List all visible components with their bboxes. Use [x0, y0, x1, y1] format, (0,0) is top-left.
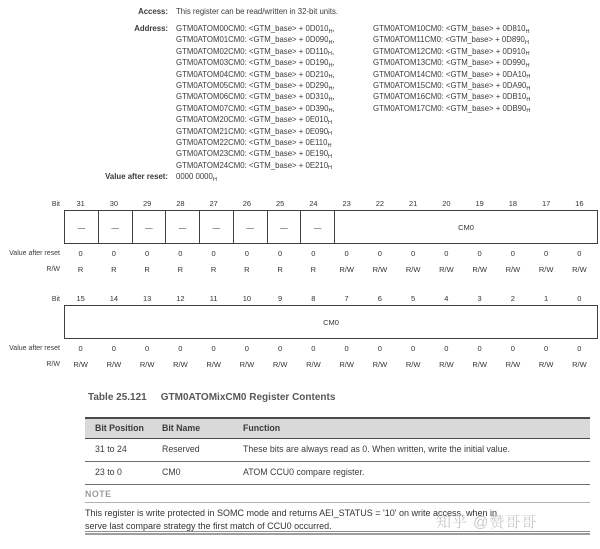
address-text: GTM0ATOM13CM0: <GTM_base> + 0D990 [373, 58, 526, 68]
hex-subscript: H [328, 62, 333, 69]
address-text: GTM0ATOM15CM0: <GTM_base> + 0DA90 [373, 81, 527, 91]
address-line [176, 58, 373, 69]
reserved-bit-cell: — [200, 211, 234, 243]
hex-subscript: H [328, 119, 333, 126]
address-text: GTM0ATOM20CM0: <GTM_base> + 0E010 [176, 115, 329, 125]
bit-access-type: R [244, 265, 250, 274]
reset-hex-value: 0000 0000 [176, 172, 213, 181]
bit-access-type: R/W [405, 360, 421, 369]
hex-subscript: H [526, 108, 531, 115]
bit-row-label: Bit [51, 201, 60, 208]
hex-subscript: H [327, 142, 332, 149]
reset-bit-value: 0 [145, 344, 150, 353]
note-label: NOTE [85, 489, 112, 499]
bit-number: 18 [508, 199, 518, 208]
reset-bit-value: 0 [411, 249, 416, 258]
cell-bit-name: Reserved [162, 444, 200, 454]
hex-subscript: H [524, 39, 529, 46]
reset-values [64, 249, 596, 258]
address-column-right [373, 24, 530, 172]
address-line [373, 47, 530, 58]
bit-number: 26 [242, 199, 252, 208]
address-text: GTM0ATOM03CM0: <GTM_base> + 0D190 [176, 58, 329, 68]
bit-access-type: R/W [505, 360, 521, 369]
reserved-bit-cell: — [234, 211, 268, 243]
table-header-function: Function [243, 423, 281, 433]
bit-access-type: R/W [572, 265, 587, 274]
bit-number: 9 [278, 294, 283, 303]
address-text: GTM0ATOM16CM0: <GTM_base> + 0DB10 [373, 92, 527, 102]
reset-bit-value: 0 [278, 249, 283, 258]
address-line [373, 35, 530, 46]
bit-access-type: R/W [472, 360, 487, 369]
bit-number: 23 [342, 199, 351, 208]
address-column-left [176, 24, 373, 172]
bit-number: 20 [442, 199, 451, 208]
note-text-line: serve last compare strategy the first match of CCU0 occurred. [85, 521, 332, 531]
reset-bit-value: 0 [211, 249, 216, 258]
bit-cells-row [2, 210, 598, 244]
note-top-rule [85, 502, 590, 503]
bit-access-type: R/W [239, 360, 255, 369]
address-line [373, 24, 530, 35]
address-text: GTM0ATOM22CM0: <GTM_base> + 0E110 [176, 138, 328, 148]
bit-number: 30 [109, 199, 119, 208]
address-columns [176, 24, 530, 172]
address-line [373, 81, 530, 92]
table-header-bit-position: Bit Position [95, 423, 144, 433]
access-type-row-label: R/W [46, 361, 60, 368]
bit-number: 6 [377, 294, 382, 303]
bit-access-type: R/W [306, 360, 321, 369]
reset-value-row-label: Value after reset [9, 250, 60, 257]
bit-number: 10 [242, 294, 252, 303]
address-line [176, 138, 373, 149]
bit-access-type: R/W [538, 360, 554, 369]
bit-cells-row [2, 305, 598, 339]
bit-numbers [64, 294, 596, 303]
address-separator: , [332, 81, 335, 91]
address-line [176, 115, 373, 126]
reset-bit-value: 0 [444, 249, 449, 258]
bit-number: 28 [176, 199, 185, 208]
table-header-row [85, 417, 590, 439]
reset-bit-value: 0 [278, 344, 283, 353]
address-line [176, 127, 373, 138]
bit-cells [64, 210, 598, 244]
bit-number: 11 [209, 294, 218, 303]
address-separator: , [332, 92, 335, 102]
bit-number: 14 [109, 294, 119, 303]
address-line [373, 92, 530, 103]
bit-access-type: R/W [173, 360, 188, 369]
address-line [373, 104, 530, 115]
address-label: Address: [134, 24, 168, 33]
address-line [373, 58, 530, 69]
reserved-bit-cell: — [301, 211, 335, 243]
hex-subscript: H [526, 96, 531, 103]
reset-bit-value: 0 [510, 249, 515, 258]
reset-bit-value: 0 [145, 249, 150, 258]
reset-bit-value: 0 [510, 344, 515, 353]
address-line [176, 92, 373, 103]
address-line [176, 35, 373, 46]
table-caption [88, 392, 335, 403]
register-contents-table [85, 417, 590, 485]
reset-bit-value: 0 [544, 344, 549, 353]
table-caption-number: Table 25.121 [88, 392, 147, 403]
address-text: GTM0ATOM23CM0: <GTM_base> + 0E190 [176, 149, 329, 159]
hex-subscript: H [526, 74, 531, 81]
bit-access-type: R/W [372, 360, 388, 369]
reset-bit-value: 0 [78, 344, 83, 353]
address-line [176, 70, 373, 81]
access-type-row [2, 359, 598, 370]
reset-bit-value: 0 [244, 344, 249, 353]
bit-access-type: R/W [206, 360, 221, 369]
reserved-bit-cell: — [99, 211, 133, 243]
address-line [176, 81, 373, 92]
bit-diagram-high-word [2, 196, 598, 275]
bit-number: 1 [544, 294, 549, 303]
hex-subscript: H [328, 108, 333, 115]
access-text: This register can be read/written in 32-bit units. [176, 7, 339, 16]
bit-number: 19 [475, 199, 484, 208]
reset-bit-value: 0 [78, 249, 83, 258]
cell-function: These bits are always read as 0. When written, write the initial value. [243, 444, 510, 454]
address-text: GTM0ATOM10CM0: <GTM_base> + 0D810 [373, 24, 526, 33]
cell-bit-position: 23 to 0 [95, 467, 122, 477]
access-types [64, 265, 596, 274]
address-line [176, 149, 373, 160]
bit-number: 7 [344, 294, 349, 303]
reset-bit-value: 0 [178, 249, 183, 258]
bit-number: 21 [408, 199, 418, 208]
bit-number: 17 [541, 199, 551, 208]
value-after-reset-value [176, 172, 217, 183]
reset-bit-value: 0 [211, 344, 216, 353]
hex-subscript: H [328, 165, 333, 172]
note-text-line: This register is write protected in SOMC mode and returns AEI_STATUS = '10' on write access, when in [85, 508, 498, 518]
bit-access-type: R/W [572, 360, 587, 369]
bit-access-type: R/W [405, 265, 421, 274]
bit-cells [64, 305, 598, 339]
bit-number: 2 [510, 294, 515, 303]
reset-bit-value: 0 [311, 249, 316, 258]
reserved-bit-cell: — [133, 211, 167, 243]
address-row [0, 24, 530, 172]
hex-subscript: H [212, 176, 217, 183]
hex-subscript: H [525, 62, 530, 69]
address-line [176, 24, 373, 35]
bit-numbers [64, 199, 596, 208]
bit-number: 5 [411, 294, 416, 303]
reset-bit-value: 0 [544, 249, 549, 258]
table-header-bit-name: Bit Name [162, 423, 201, 433]
table-body [85, 439, 590, 485]
hex-subscript: H [327, 51, 332, 58]
address-separator: , [332, 35, 335, 45]
cell-bit-position: 31 to 24 [95, 444, 127, 454]
hex-subscript: H [328, 153, 333, 160]
bit-number: 29 [142, 199, 152, 208]
cell-function: ATOM CCU0 compare register. [243, 467, 365, 477]
access-types [64, 360, 596, 369]
address-line [373, 70, 530, 81]
bit-access-type: R [177, 265, 184, 274]
address-text: GTM0ATOM07CM0: <GTM_base> + 0D390 [176, 103, 329, 113]
bit-number: 3 [477, 294, 482, 303]
bit-access-type: R/W [505, 265, 521, 274]
reset-bit-value: 0 [344, 249, 349, 258]
reset-value-row-label: Value after reset [9, 345, 60, 352]
bit-access-type: R/W [439, 265, 454, 274]
bit-number: 8 [311, 294, 316, 303]
bit-number: 15 [76, 294, 85, 303]
bit-access-type: R [144, 265, 150, 274]
reserved-bit-cell: — [166, 211, 200, 243]
reset-bit-value: 0 [477, 249, 482, 258]
bit-access-type: R/W [272, 360, 288, 369]
bit-diagram-low-word [2, 291, 598, 370]
bit-number: 22 [375, 199, 385, 208]
bit-access-type: R/W [538, 265, 554, 274]
bit-access-type: R [310, 265, 317, 274]
bit-access-type: R/W [472, 265, 487, 274]
hex-subscript: H [526, 85, 531, 92]
bit-row-label: Bit [51, 296, 60, 303]
address-separator: , [332, 103, 335, 113]
bit-number: 4 [444, 294, 449, 303]
bit-access-type: R [77, 265, 84, 274]
table-row [85, 439, 590, 462]
bit-number-row [2, 291, 598, 303]
address-text: GTM0ATOM02CM0: <GTM_base> + 0D110 [176, 46, 328, 56]
watermark: 知乎 @赞哥哥 [436, 514, 538, 531]
reserved-bit-cell: — [65, 211, 99, 243]
access-type-row [2, 264, 598, 275]
address-text: GTM0ATOM24CM0: <GTM_base> + 0E210 [176, 160, 329, 170]
reset-bit-value: 0 [577, 344, 582, 353]
bit-access-type: R/W [339, 265, 354, 274]
table-caption-title: GTM0ATOMixCM0 Register Contents [160, 392, 336, 403]
cm0-field-cell: CM0 [323, 317, 339, 327]
reset-bit-value: 0 [344, 344, 349, 353]
address-text: GTM0ATOM06CM0: <GTM_base> + 0D310 [176, 92, 329, 102]
value-after-reset-label: Value after reset: [105, 172, 168, 181]
address-text: GTM0ATOM04CM0: <GTM_base> + 0D210 [176, 69, 329, 79]
cm0-field-cell: CM0 [458, 222, 474, 232]
hex-subscript: H [328, 85, 333, 92]
hex-subscript: H [525, 51, 530, 58]
hex-subscript: H [328, 74, 333, 81]
address-line [176, 104, 373, 115]
reset-bit-value: 0 [178, 344, 183, 353]
cell-bit-name: CM0 [162, 467, 181, 477]
bit-number: 12 [176, 294, 185, 303]
reset-values [64, 344, 596, 353]
hex-subscript: H [328, 28, 333, 35]
bit-access-type: R [277, 265, 283, 274]
address-text: GTM0ATOM11CM0: <GTM_base> + 0D890 [373, 35, 525, 45]
bit-number: 25 [275, 199, 285, 208]
bit-access-type: R/W [106, 360, 122, 369]
reset-bit-value: 0 [111, 344, 116, 353]
bit-number: 27 [209, 199, 218, 208]
access-type-row-label: R/W [46, 266, 60, 273]
address-text: GTM0ATOM17CM0: <GTM_base> + 0DB90 [373, 103, 527, 113]
reset-value-row [2, 343, 598, 354]
bit-number: 13 [142, 294, 152, 303]
reset-bit-value: 0 [477, 344, 482, 353]
access-row [0, 7, 338, 17]
hex-subscript: H [328, 96, 333, 103]
address-separator: , [332, 69, 335, 79]
bit-access-type: R/W [139, 360, 155, 369]
address-text: GTM0ATOM14CM0: <GTM_base> + 0DA10 [373, 69, 527, 79]
bit-access-type: R/W [339, 360, 354, 369]
bit-number-row [2, 196, 598, 208]
bit-access-type: R [111, 265, 117, 274]
address-text: GTM0ATOM21CM0: <GTM_base> + 0E090 [176, 126, 329, 136]
reset-bit-value: 0 [377, 344, 382, 353]
reset-bit-value: 0 [111, 249, 116, 258]
bit-number: 0 [577, 294, 582, 303]
address-separator: , [332, 58, 335, 68]
bit-access-type: R/W [372, 265, 388, 274]
address-separator: , [331, 46, 335, 56]
address-line [176, 161, 373, 172]
reset-bit-value: 0 [377, 249, 382, 258]
bit-number: 31 [76, 199, 85, 208]
reset-bit-value: 0 [444, 344, 449, 353]
hex-subscript: H [328, 39, 333, 46]
address-text: GTM0ATOM12CM0: <GTM_base> + 0D910 [373, 46, 526, 56]
reset-value-row [2, 248, 598, 259]
hex-subscript: H [525, 28, 530, 35]
reset-bit-value: 0 [311, 344, 316, 353]
bit-access-type: R [210, 265, 217, 274]
bit-number: 16 [575, 199, 584, 208]
value-after-reset-row [0, 172, 217, 183]
reset-bit-value: 0 [411, 344, 416, 353]
bit-number: 24 [309, 199, 318, 208]
reset-bit-value: 0 [244, 249, 249, 258]
table-row [85, 462, 590, 485]
reserved-bit-cell: — [268, 211, 302, 243]
address-text: GTM0ATOM00CM0: <GTM_base> + 0D010 [176, 24, 329, 33]
access-label: Access: [138, 7, 168, 16]
bit-access-type: R/W [439, 360, 454, 369]
address-text: GTM0ATOM01CM0: <GTM_base> + 0D090 [176, 35, 329, 45]
hex-subscript: H [328, 131, 333, 138]
address-line [176, 47, 373, 58]
reset-bit-value: 0 [577, 249, 582, 258]
bit-access-type: R/W [73, 360, 88, 369]
address-separator: , [332, 24, 335, 33]
address-text: GTM0ATOM05CM0: <GTM_base> + 0D290 [176, 81, 329, 91]
